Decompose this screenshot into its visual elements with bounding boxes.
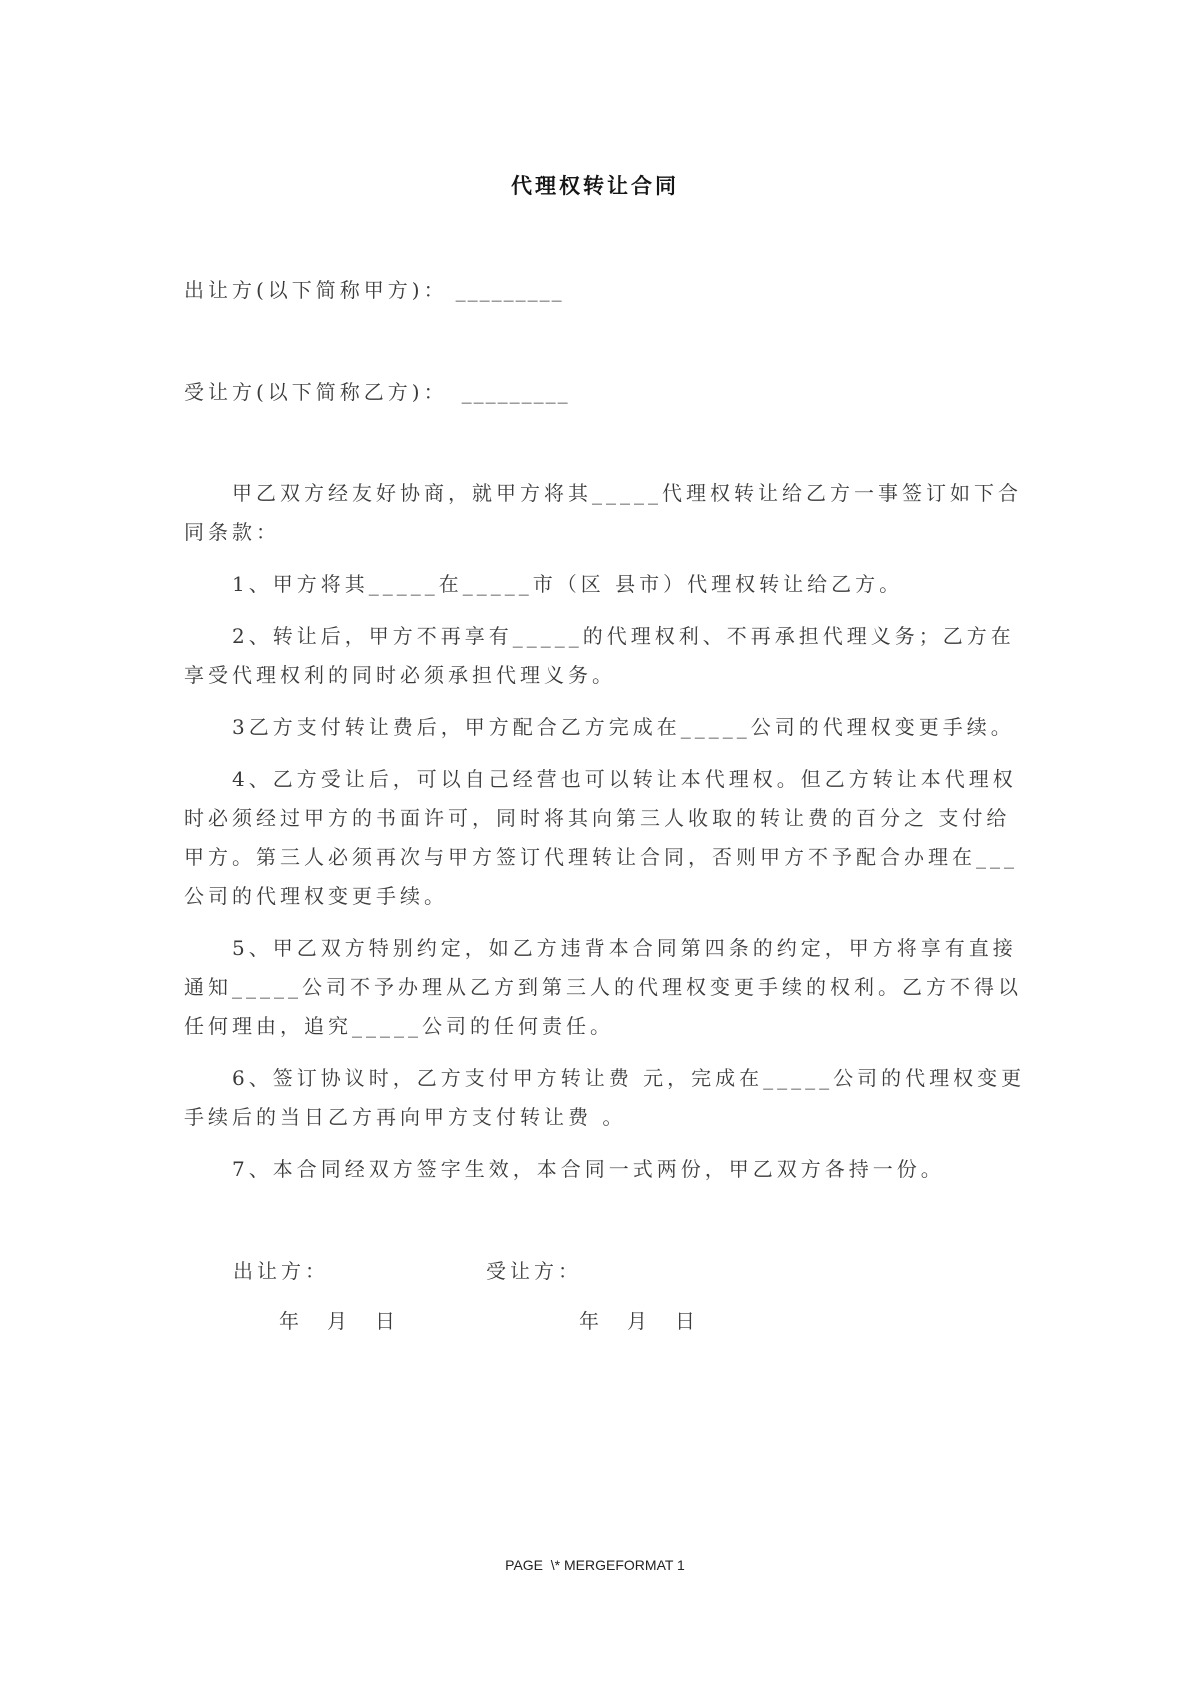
clause-3 bbox=[184, 708, 1024, 747]
clause-line: 公司的代理权变更手续。 bbox=[184, 884, 448, 908]
clause-line: 1、甲方将其_____在_____市（区 县市）代理权转让给乙方。 bbox=[232, 572, 904, 596]
clause-line: 时必须经过甲方的书面许可，同时将其向第三人收取的转让费的百分之 支付给 bbox=[184, 806, 1011, 830]
transferor-signature-label: 出让方： bbox=[233, 1259, 329, 1283]
clause-line: 手续后的当日乙方再向甲方支付转让费 。 bbox=[184, 1105, 627, 1129]
transferee-signature-date: 年 月 日 bbox=[579, 1309, 699, 1333]
transferor-line bbox=[184, 271, 564, 310]
transferor-label: 出让方(以下简称甲方)： bbox=[184, 278, 448, 302]
transferee-line bbox=[184, 373, 570, 412]
clause-line: 甲方。第三人必须再次与甲方签订代理转让合同，否则甲方不予配合办理在___ bbox=[184, 845, 1018, 869]
clause-5 bbox=[184, 929, 1024, 1046]
transferor-signature-date: 年 月 日 bbox=[279, 1309, 399, 1333]
transferor-blank: _________ bbox=[455, 278, 564, 302]
clause-line: 通知_____公司不予办理从乙方到第三人的代理权变更手续的权利。乙方不得以 bbox=[184, 975, 1022, 999]
clause-intro bbox=[184, 474, 1024, 552]
transferee-signature-label: 受让方： bbox=[486, 1259, 582, 1283]
transferee-label: 受让方(以下简称乙方)： bbox=[184, 380, 448, 404]
clause-line: 6、签订协议时，乙方支付甲方转让费 元，完成在_____公司的代理权变更 bbox=[232, 1066, 1026, 1090]
clause-line: 享受代理权利的同时必须承担代理义务。 bbox=[184, 663, 616, 687]
clause-line: 同条款： bbox=[184, 520, 280, 544]
clause-2 bbox=[184, 617, 1024, 695]
clause-line: 3乙方支付转让费后，甲方配合乙方完成在_____公司的代理权变更手续。 bbox=[232, 715, 1015, 739]
clause-line: 任何理由，追究_____公司的任何责任。 bbox=[184, 1014, 614, 1038]
clause-line: 2、转让后，甲方不再享有_____的代理权利、不再承担代理义务；乙方在 bbox=[232, 624, 1015, 648]
transferee-blank: _________ bbox=[461, 380, 570, 404]
clause-1 bbox=[184, 565, 1024, 604]
clause-line: 甲乙双方经友好协商，就甲方将其_____代理权转让给乙方一事签订如下合 bbox=[232, 481, 1022, 505]
contract-body bbox=[184, 474, 1024, 1202]
clause-line: 5、甲乙双方特别约定，如乙方违背本合同第四条的约定，甲方将享有直接 bbox=[232, 936, 1017, 960]
clause-4 bbox=[184, 760, 1024, 916]
clause-7 bbox=[184, 1150, 1024, 1189]
clause-line: 7、本合同经双方签字生效，本合同一式两份，甲乙双方各持一份。 bbox=[232, 1157, 945, 1181]
page-footer-field: PAGE \* MERGEFORMAT 1 bbox=[505, 1557, 685, 1573]
clause-6 bbox=[184, 1059, 1024, 1137]
document-title: 代理权转让合同 bbox=[511, 173, 679, 198]
clause-line: 4、乙方受让后，可以自己经营也可以转让本代理权。但乙方转让本代理权 bbox=[232, 767, 1017, 791]
